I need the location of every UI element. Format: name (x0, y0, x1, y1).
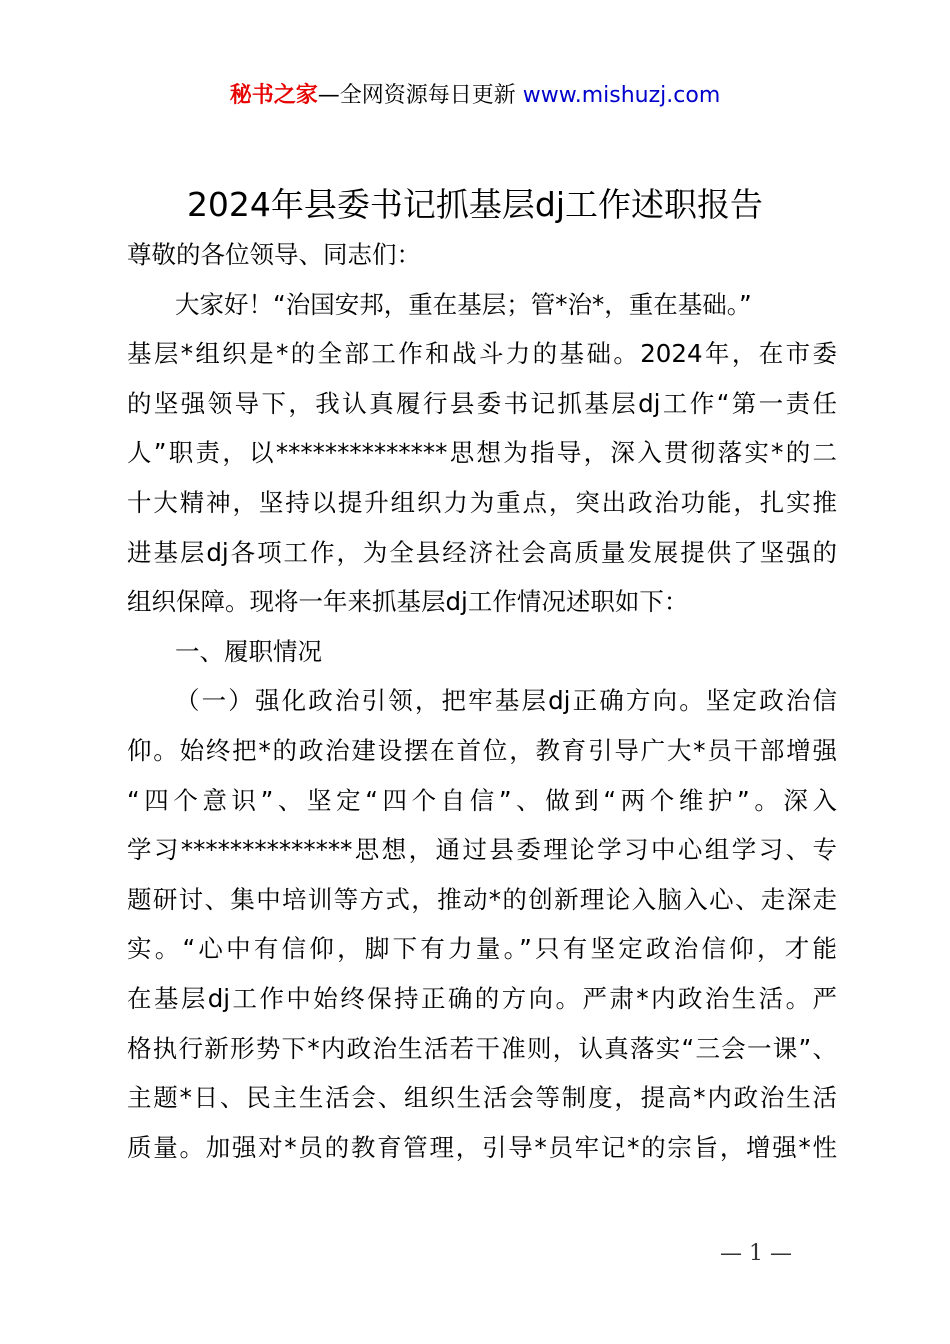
paragraph-line: “四个意识”、坚定“四个自信”、做到“两个维护”。深入 (127, 785, 837, 815)
paragraph-line: 的坚强领导下，我认真履行县委书记抓基层dj工作“第一责任 (127, 388, 837, 418)
paragraph-line: 格执行新形势下*内政治生活若干准则，认真落实“三会一课”、 (127, 1033, 837, 1063)
paragraph-line: 基层*组织是*的全部工作和战斗力的基础。2024年，在市委 (127, 339, 837, 369)
paragraph-line: 组织保障。现将一年来抓基层dj工作情况述职如下： (127, 587, 689, 617)
site-header (0, 78, 950, 114)
paragraph-line: 在基层dj工作中始终保持正确的方向。严肃*内政治生活。严 (127, 983, 837, 1013)
paragraph-line: 质量。加强对*员的教育管理，引导*员牢记*的宗旨，增强*性 (127, 1132, 837, 1162)
paragraph-line: 进基层dj各项工作，为全县经济社会高质量发展提供了坚强的 (127, 537, 837, 567)
site-slogan: —全网资源每日更新 (317, 83, 523, 108)
salutation-line: 尊敬的各位领导、同志们： (127, 240, 421, 269)
section-heading: 一、履职情况 (175, 636, 322, 666)
paragraph-line: 学习**************思想，通过县委理论学习中心组学习、专 (127, 835, 837, 865)
paragraph-line: 十大精神，坚持以提升组织力为重点，突出政治功能，扎实推 (127, 487, 837, 517)
site-url-link[interactable]: www.mishuzj.com (522, 83, 721, 108)
paragraph-line: 题研讨、集中培训等方式，推动*的创新理论入脑入心、走深走 (127, 884, 837, 914)
document-title: 2024年县委书记抓基层dj工作述职报告 (186, 185, 764, 224)
paragraph-line: 实。“心中有信仰，脚下有力量。”只有坚定政治信仰，才能 (127, 934, 837, 964)
paragraph-line: （一）强化政治引领，把牢基层dj正确方向。坚定政治信 (175, 686, 837, 716)
paragraph-line: 人”职责，以**************思想为指导，深入贯彻落实*的二 (127, 438, 837, 468)
paragraph-line: 大家好！“治国安邦，重在基层；管*治*，重在基础。” (175, 289, 752, 319)
paragraph-line: 主题*日、民主生活会、组织生活会等制度，提高*内政治生活 (127, 1083, 837, 1113)
paragraph-line: 仰。始终把*的政治建设摆在首位，教育引导广大*员干部增强 (127, 735, 837, 765)
page-number: — 1 — (720, 1241, 792, 1266)
site-brand: 秘书之家 (229, 83, 318, 108)
document-body (127, 230, 837, 1172)
